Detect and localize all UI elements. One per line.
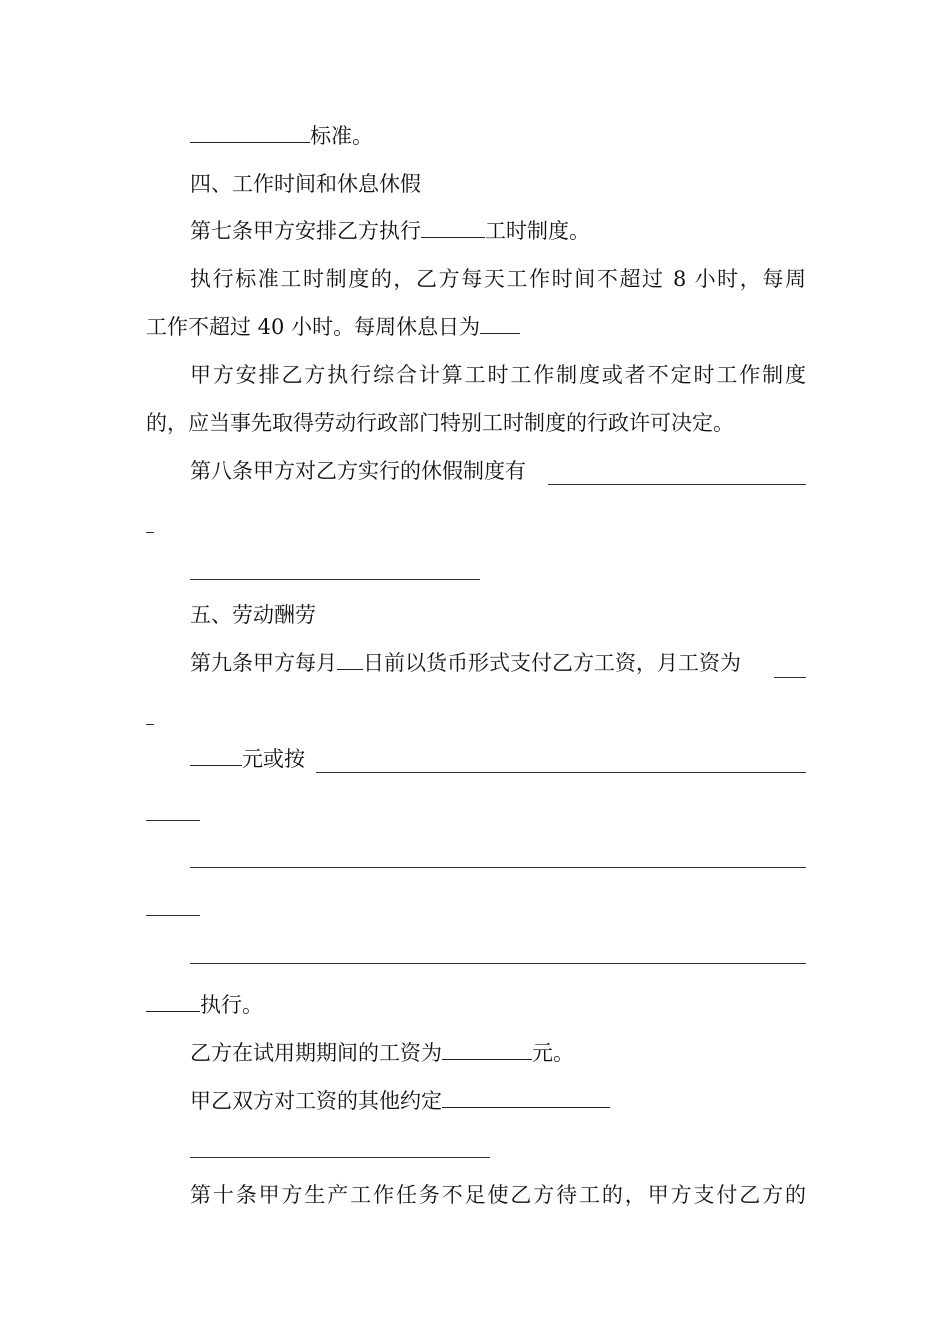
text: 元或按 [242, 747, 305, 771]
blank-field [146, 724, 154, 725]
blank-field [480, 313, 520, 334]
text: 第十条甲方生产工作任务不足使乙方待工的，甲方支付乙方的 [190, 1183, 806, 1207]
blank-field [190, 579, 480, 580]
blank-field [442, 1039, 532, 1060]
trial-wage [190, 1039, 574, 1067]
blank-field [190, 745, 242, 766]
blank-field [146, 532, 154, 533]
paragraph-line [146, 313, 520, 341]
text: 第七条甲方安排乙方执行 [190, 219, 421, 243]
blank-field [421, 217, 485, 238]
section-heading-4: 四、工作时间和休息休假 [190, 172, 421, 196]
text: 工作不超过 40 小时。每周休息日为 [146, 315, 481, 339]
text: 的，应当事先取得劳动行政部门特别工时制度的行政许可决定。 [146, 411, 734, 435]
blank-field [190, 867, 806, 868]
blank-field [190, 963, 806, 964]
execute-line [146, 991, 263, 1019]
text: 元。 [532, 1041, 574, 1065]
blank-field [190, 122, 310, 143]
text: 标准。 [310, 124, 373, 148]
blank-field [548, 484, 806, 485]
article-7 [190, 217, 590, 245]
text: 甲乙双方对工资的其他约定 [190, 1089, 442, 1113]
blank-field [774, 677, 806, 678]
text: 执行。 [200, 993, 263, 1017]
text: 执行标准工时制度的，乙方每天工作时间不超过 8 小时，每周 [190, 267, 806, 291]
blank-field [442, 1087, 610, 1108]
text: 工时制度。 [485, 219, 590, 243]
section-heading-5: 五、劳动酬劳 [190, 603, 316, 627]
line-standard [190, 122, 373, 150]
other-agreement [190, 1087, 610, 1115]
blank-field [146, 820, 200, 821]
text: 第九条甲方每月 [190, 651, 337, 675]
paragraph-line [190, 265, 806, 293]
article-9 [190, 649, 741, 677]
text: 乙方在试用期期间的工资为 [190, 1041, 442, 1065]
wage-alternative [190, 745, 305, 773]
text: 日前以货币形式支付乙方工资，月工资为 [363, 651, 741, 675]
text: 第八条甲方对乙方实行的休假制度有 [190, 459, 526, 483]
blank-field [190, 1157, 490, 1158]
text: 甲方安排乙方执行综合计算工时工作制度或者不定时工作制度 [190, 363, 806, 387]
blank-field [337, 649, 363, 670]
blank-field [316, 772, 806, 773]
paragraph-line [190, 361, 806, 389]
article-8 [190, 457, 526, 485]
paragraph-line [146, 409, 734, 437]
blank-field [146, 991, 200, 1012]
blank-field [146, 915, 200, 916]
article-10 [190, 1181, 806, 1209]
